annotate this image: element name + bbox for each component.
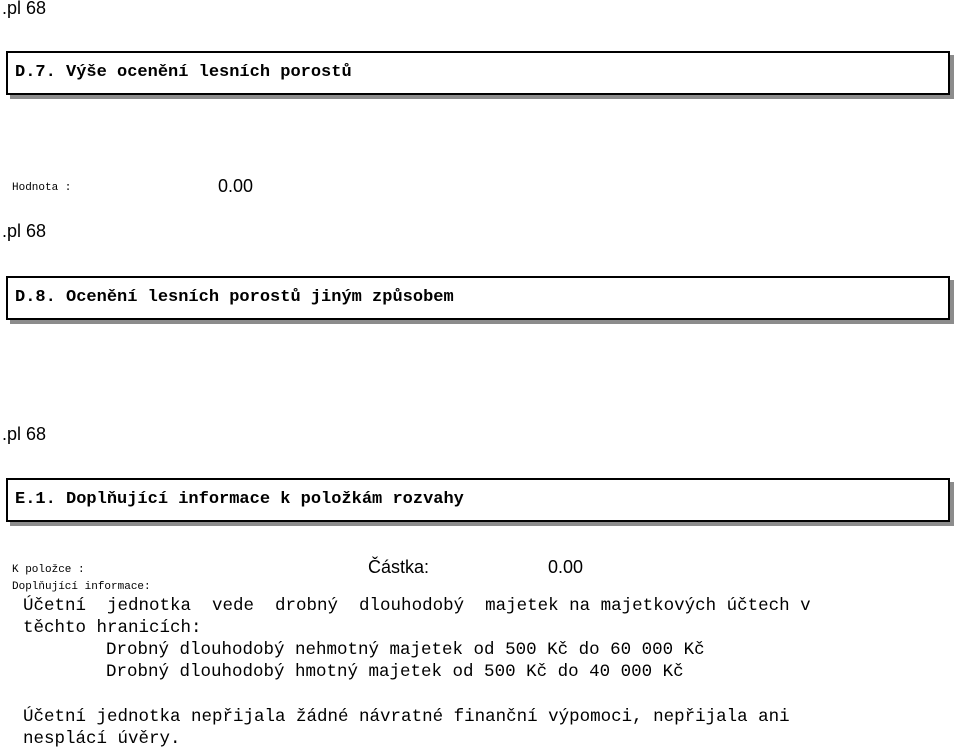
info-line: nesplácí úvěry. [23,729,181,749]
page-marker: .pl 68 [2,0,47,18]
page-marker: .pl 68 [2,221,47,241]
info-line: Drobný dlouhodobý nehmotný majetek od 500 Kč do 60 000 Kč [106,640,705,660]
item-label: K položce : [12,564,85,576]
value: 0.00 [218,176,254,196]
section-title: E.1. Doplňující informace k položkám rozvahy [15,490,464,509]
info-line: Drobný dlouhodobý hmotný majetek od 500 Kč do 40 000 Kč [106,662,684,682]
info-line: těchto hranicích: [23,618,202,638]
info-label: Doplňující informace: [12,581,151,593]
section-header-d8 [6,276,950,320]
page-marker: .pl 68 [2,424,47,444]
section-header-d7 [6,51,950,95]
amount-label: Částka: [368,557,430,577]
amount-value: 0.00 [548,557,584,577]
section-title: D.7. Výše ocenění lesních porostů [15,63,352,82]
info-line: Účetní jednotka vede drobný dlouhodobý majetek na majetkových účtech v [23,596,811,616]
info-line: Účetní jednotka nepřijala žádné návratné finanční výpomoci, nepřijala ani [23,707,790,727]
value-label: Hodnota : [12,182,72,194]
section-title: D.8. Ocenění lesních porostů jiným způsobem [15,288,454,307]
section-header-e1 [6,478,950,522]
